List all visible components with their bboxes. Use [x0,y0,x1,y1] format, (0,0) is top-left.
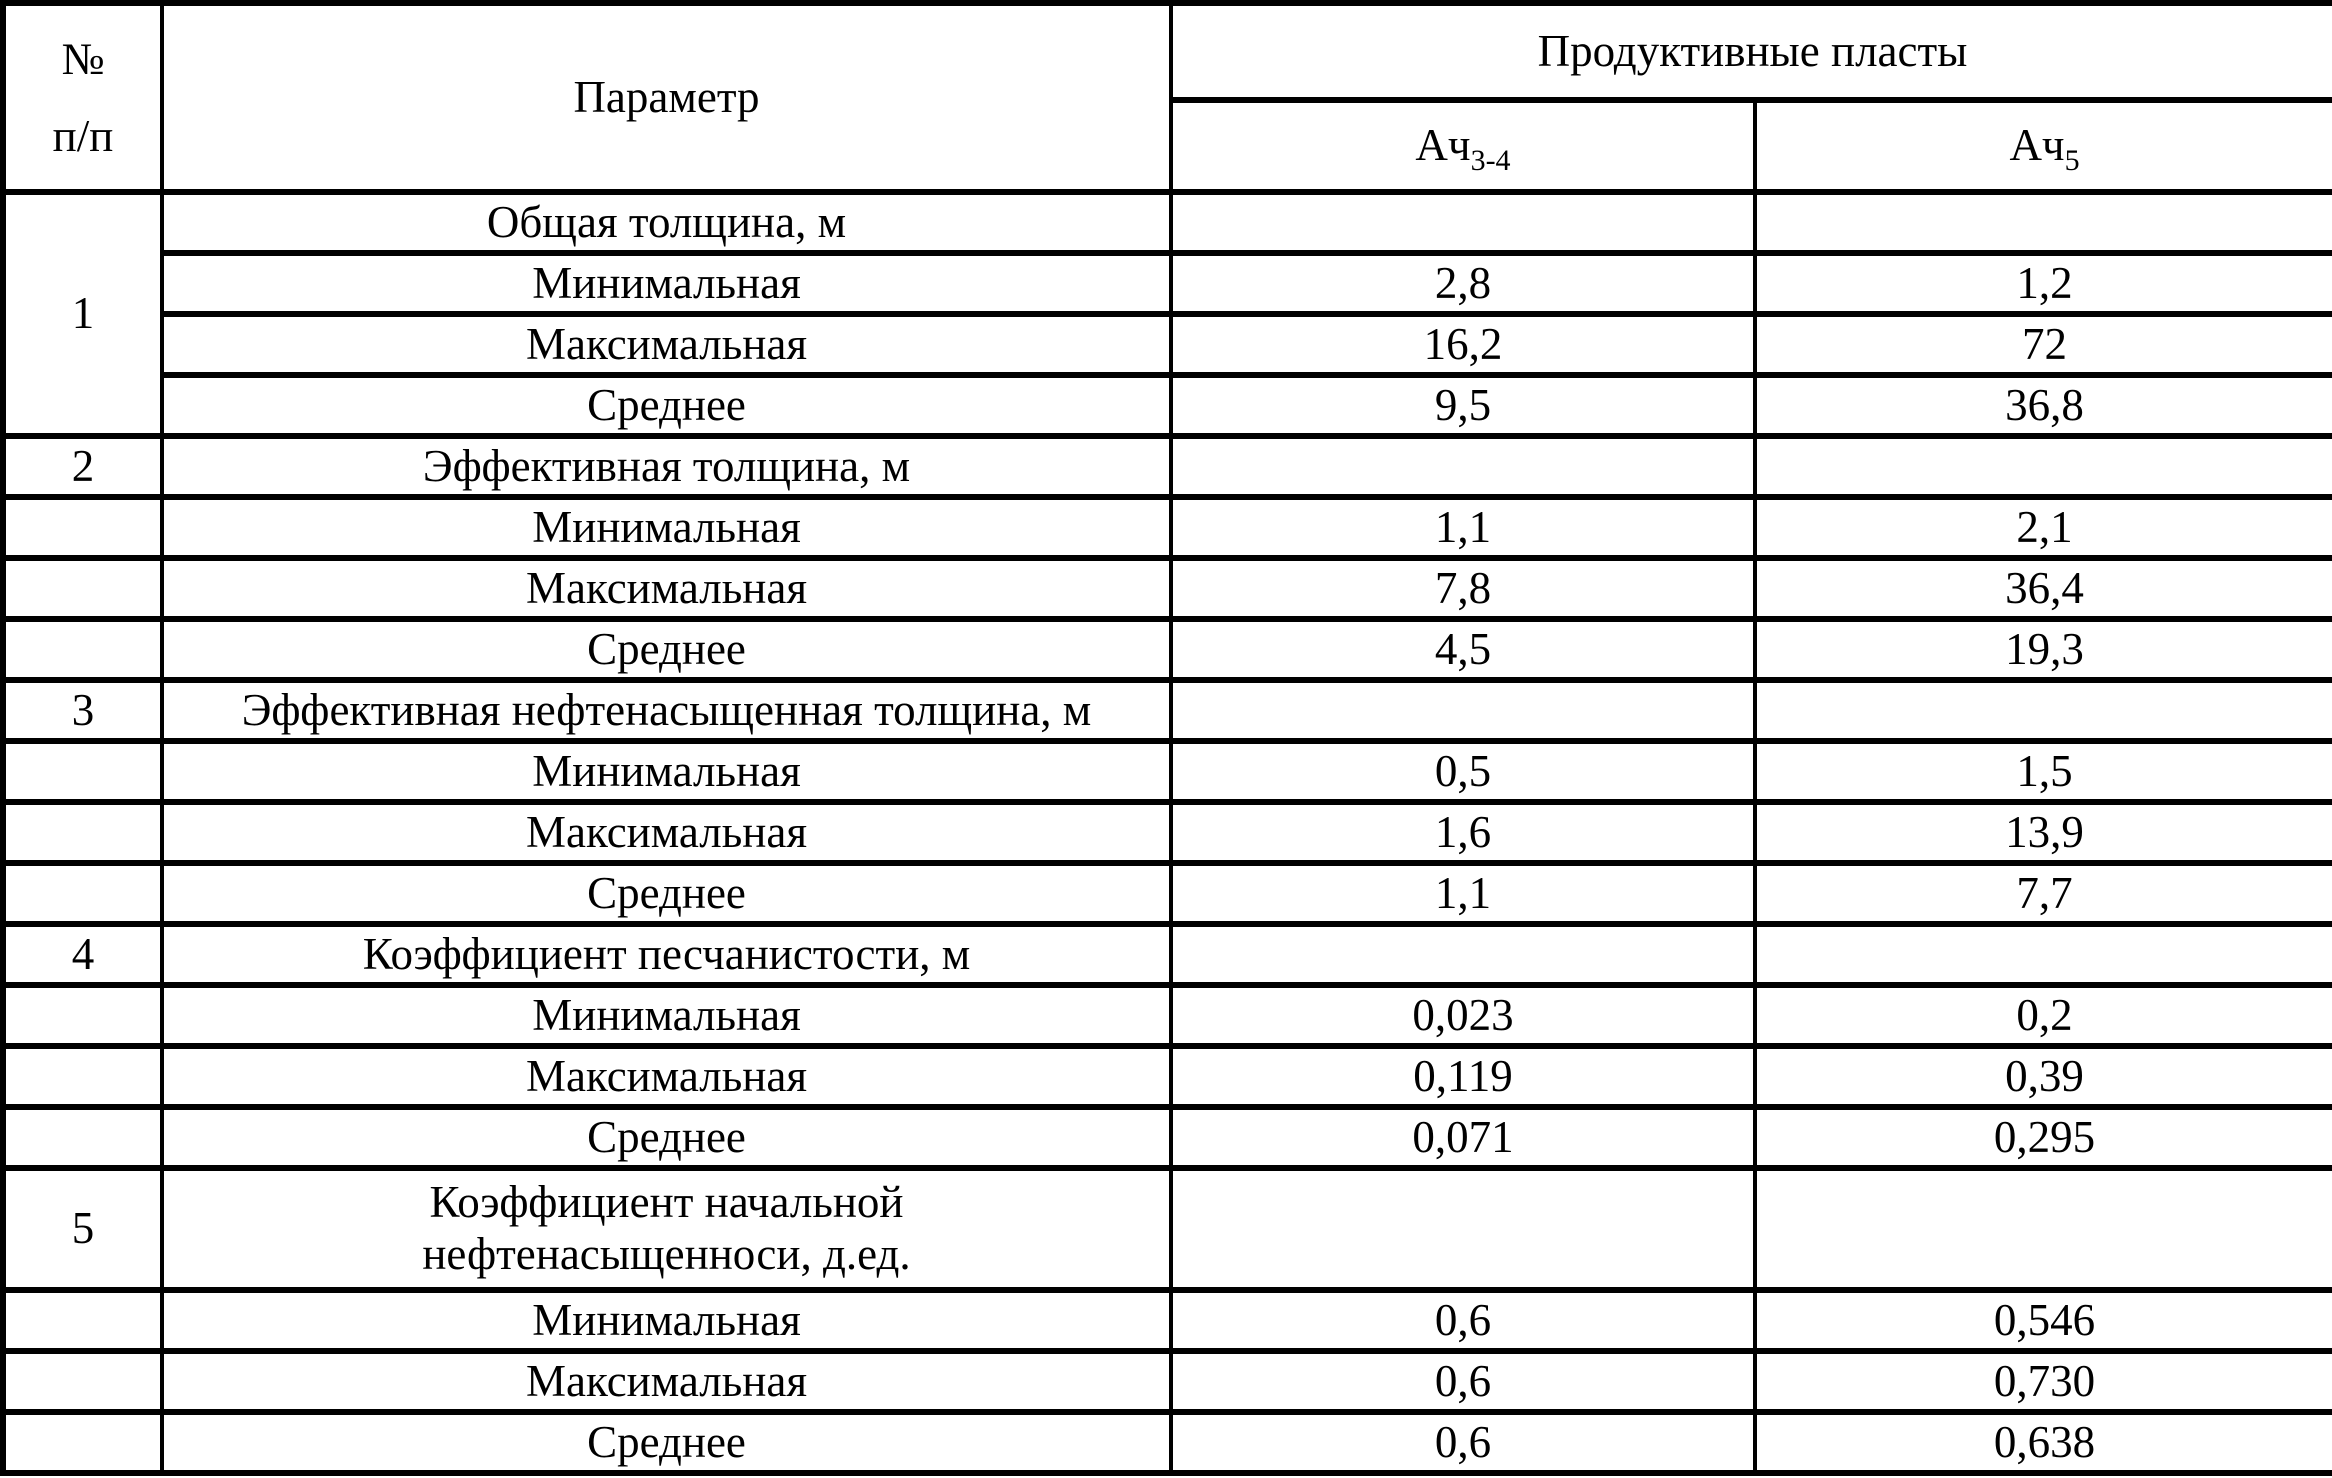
value-cell-ach34: 0,119 [1171,1046,1755,1107]
row-number-cell-empty [3,863,162,924]
table-row [3,253,2332,314]
value-cell-ach5: 0,2 [1755,985,2332,1046]
row-number-cell: 3 [3,680,162,741]
header-ach5-base: Ач [2009,120,2065,171]
stat-label-cell: Максимальная [162,1351,1171,1412]
value-cell-ach34: 7,8 [1171,558,1755,619]
row-number-cell-empty [3,741,162,802]
header-param-cell: Параметр [162,3,1171,192]
section-1-title-row [3,192,2332,253]
row-number-cell: 1 [3,192,162,436]
parameter-title-cell: Эффективная нефтенасыщенная толщина, м [162,680,1171,741]
stat-label-cell: Максимальная [162,314,1171,375]
header-ach34-cell [1171,100,1755,192]
value-cell-ach5 [1755,436,2332,497]
parameter-title-line2: нефтенасыщенноси, д.ед. [422,1229,911,1279]
parameter-title-cell [162,1168,1171,1290]
value-cell-ach5: 19,3 [1755,619,2332,680]
header-group-cell: Продуктивные пласты [1171,3,2332,100]
table-row [3,1107,2332,1168]
table-row [3,802,2332,863]
value-cell-ach5: 36,8 [1755,375,2332,436]
value-cell-ach5: 0,295 [1755,1107,2332,1168]
stat-label-cell: Среднее [162,863,1171,924]
stat-label-cell: Среднее [162,1107,1171,1168]
value-cell-ach34: 16,2 [1171,314,1755,375]
row-number-cell-empty [3,497,162,558]
row-number-cell-empty [3,619,162,680]
value-cell-ach5: 0,546 [1755,1290,2332,1351]
value-cell-ach34 [1171,924,1755,985]
header-num-line1: № [61,34,105,84]
value-cell-ach5: 0,39 [1755,1046,2332,1107]
header-num-cell [3,3,162,192]
stat-label-cell: Минимальная [162,985,1171,1046]
stat-label-cell: Максимальная [162,1046,1171,1107]
value-cell-ach34: 0,6 [1171,1290,1755,1351]
row-number-cell-empty [3,1290,162,1351]
value-cell-ach34: 0,023 [1171,985,1755,1046]
value-cell-ach34 [1171,680,1755,741]
value-cell-ach34: 1,1 [1171,497,1755,558]
value-cell-ach5: 7,7 [1755,863,2332,924]
value-cell-ach34: 4,5 [1171,619,1755,680]
header-ach34-base: Ач [1415,120,1471,171]
stat-label-cell: Максимальная [162,558,1171,619]
header-row-1 [3,3,2332,100]
stat-label-cell: Минимальная [162,741,1171,802]
value-cell-ach34: 1,6 [1171,802,1755,863]
table-row [3,1290,2332,1351]
section-2-title-row [3,436,2332,497]
value-cell-ach34: 1,1 [1171,863,1755,924]
table-row [3,314,2332,375]
parameter-title-cell: Коэффициент песчанистости, м [162,924,1171,985]
value-cell-ach34 [1171,192,1755,253]
row-number-cell-empty [3,1351,162,1412]
value-cell-ach5: 72 [1755,314,2332,375]
value-cell-ach34 [1171,1168,1755,1290]
section-4-title-row [3,924,2332,985]
value-cell-ach5: 1,5 [1755,741,2332,802]
value-cell-ach5 [1755,924,2332,985]
header-ach5-cell [1755,100,2332,192]
row-number-cell-empty [3,802,162,863]
stat-label-cell: Среднее [162,375,1171,436]
parameter-title-line1: Коэффициент начальной [429,1177,904,1228]
row-number-cell-empty [3,1412,162,1473]
table-row [3,1351,2332,1412]
table-row [3,1046,2332,1107]
value-cell-ach34: 0,5 [1171,741,1755,802]
table-row [3,619,2332,680]
section-5-title-row [3,1168,2332,1290]
stat-label-cell: Минимальная [162,497,1171,558]
value-cell-ach5 [1755,1168,2332,1290]
value-cell-ach5: 2,1 [1755,497,2332,558]
table-row [3,985,2332,1046]
stat-label-cell: Минимальная [162,253,1171,314]
row-number-cell: 2 [3,436,162,497]
value-cell-ach5 [1755,680,2332,741]
value-cell-ach34: 2,8 [1171,253,1755,314]
stat-label-cell: Среднее [162,619,1171,680]
row-number-cell-empty [3,1046,162,1107]
section-3-title-row [3,680,2332,741]
header-ach34-subscript: 3-4 [1470,144,1511,178]
header-num-line2: п/п [52,110,114,161]
table-row [3,863,2332,924]
value-cell-ach5: 1,2 [1755,253,2332,314]
header-ach5-subscript: 5 [2064,144,2080,178]
row-number-cell-empty [3,558,162,619]
value-cell-ach5: 0,638 [1755,1412,2332,1473]
table-row [3,1412,2332,1473]
value-cell-ach5: 36,4 [1755,558,2332,619]
parameter-title-cell: Общая толщина, м [162,192,1171,253]
stat-label-cell: Максимальная [162,802,1171,863]
row-number-cell: 5 [3,1168,162,1290]
value-cell-ach34: 0,071 [1171,1107,1755,1168]
table-row [3,741,2332,802]
value-cell-ach34: 9,5 [1171,375,1755,436]
value-cell-ach5: 0,730 [1755,1351,2332,1412]
stat-label-cell: Минимальная [162,1290,1171,1351]
row-number-cell-empty [3,985,162,1046]
table-row [3,558,2332,619]
value-cell-ach5 [1755,192,2332,253]
table-row [3,497,2332,558]
value-cell-ach34: 0,6 [1171,1351,1755,1412]
value-cell-ach34: 0,6 [1171,1412,1755,1473]
parameter-title-cell: Эффективная толщина, м [162,436,1171,497]
value-cell-ach34 [1171,436,1755,497]
row-number-cell-empty [3,1107,162,1168]
value-cell-ach5: 13,9 [1755,802,2332,863]
table-row [3,375,2332,436]
stat-label-cell: Среднее [162,1412,1171,1473]
row-number-cell: 4 [3,924,162,985]
